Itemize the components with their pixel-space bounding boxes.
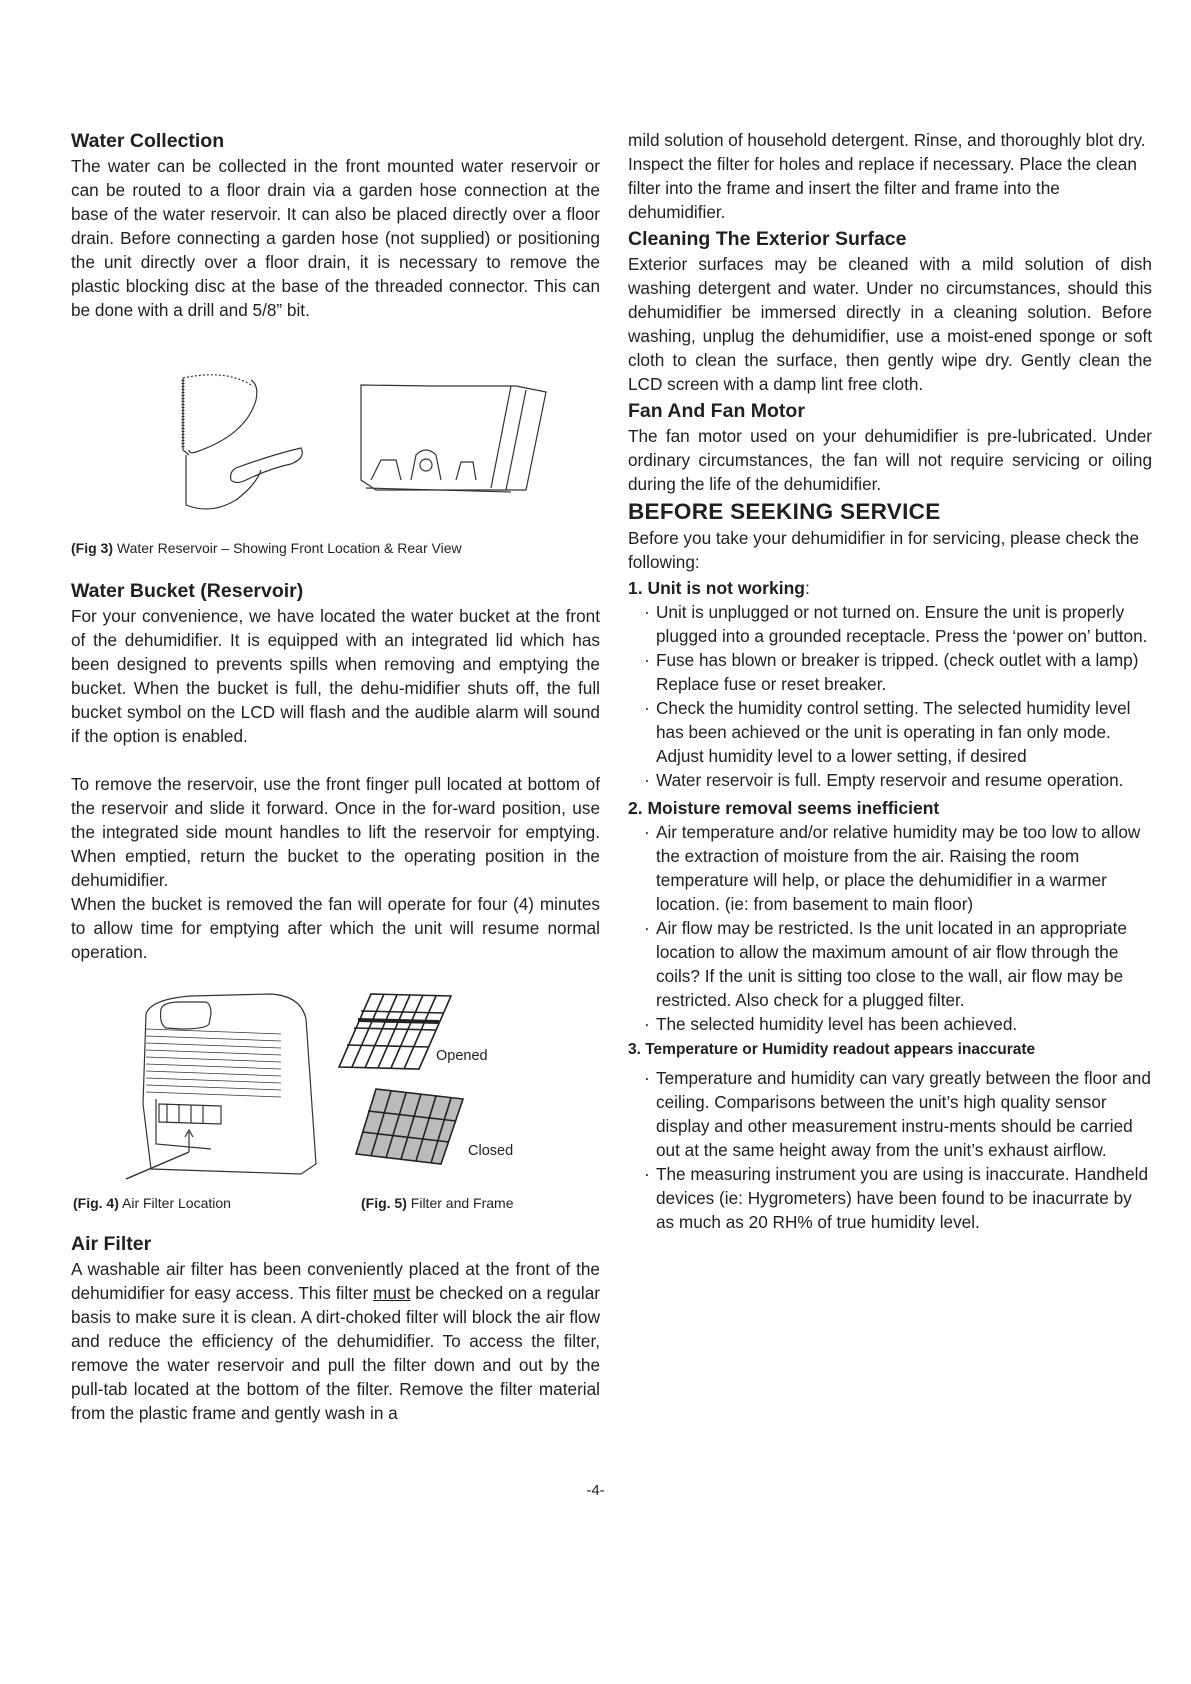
bullet-item: · The selected humidity level has been achieved. xyxy=(646,1012,1152,1036)
fig4-fig5-captions xyxy=(71,1191,600,1213)
bullet-item: · Air temperature and/or relative humidity may be too low to allow the extraction of moisture from the air. Raising the room temperature will help, or place the dehumidifier in a warmer location. (ie: from basement to main floor) xyxy=(646,820,1152,916)
bullet-item: · Temperature and humidity can vary greatly between the floor and ceiling. Comparisons between the unit’s high quality sensor display and other measurement instru-ments should be carried out at the same height away from the unit’s exhaust airflow. xyxy=(646,1066,1152,1162)
service-item-bullets xyxy=(628,1066,1152,1234)
fan-heading: Fan And Fan Motor xyxy=(628,400,805,422)
fig5-label: (Fig. 5) xyxy=(361,1195,407,1211)
service-item-heading-suffix: : xyxy=(804,578,810,598)
fig3-caption-text: Water Reservoir – Showing Front Location & Rear View xyxy=(113,540,462,556)
service-item-heading: 3. Temperature or Humidity readout appears inaccurate xyxy=(628,1041,1036,1058)
air-filter-body xyxy=(71,1257,600,1425)
service-item-heading: 2. Moisture removal seems inefficient xyxy=(628,798,940,818)
fan-body: The fan motor used on your dehumidifier is pre-lubricated. Under ordinary circumstances, the fan will not require servicing or oiling during the life of the dehumidifier. xyxy=(628,426,1152,494)
filter-frame-opened-drawing xyxy=(339,994,451,1069)
air-filter-body-a: A washable air filter has been conveniently placed at the front of the dehumidifier for easy access. This filter xyxy=(71,1259,600,1303)
service-item-2 xyxy=(628,796,1152,1036)
air-filter-drawings xyxy=(71,974,600,1189)
fig4-caption xyxy=(73,1191,231,1215)
fig4-caption-text: Air Filter Location xyxy=(118,1195,231,1211)
fig3-illustration xyxy=(71,340,600,530)
right-column xyxy=(628,128,1152,1234)
fig3-caption xyxy=(71,536,600,560)
air-filter-heading: Air Filter xyxy=(71,1233,152,1255)
bullet-item: · Air flow may be restricted. Is the unit located in an appropriate location to allow the maximum amount of air flow through the coils? If the unit is sitting too close to the wall, air flow may be restricted. Also check for a plugged filter. xyxy=(646,916,1152,1012)
service-item-heading xyxy=(628,576,1152,600)
water-bucket-heading: Water Bucket (Reservoir) xyxy=(71,580,304,602)
service-item-3 xyxy=(628,1038,1152,1234)
bullet-item: · Unit is unplugged or not turned on. Ensure the unit is properly plugged into a grounded receptacle. Press the ‘power on’ button. xyxy=(646,600,1152,648)
water-collection-heading: Water Collection xyxy=(71,130,225,152)
fig4-fig5-illustrations xyxy=(71,974,600,1189)
bullet-item: · Fuse has blown or breaker is tripped. (check outlet with a lamp) Replace fuse or reset breaker. xyxy=(646,648,1152,696)
service-item-bullets xyxy=(628,600,1152,792)
service-item-bullets xyxy=(628,820,1152,1036)
service-intro: Before you take your dehumidifier in for servicing, please check the following: xyxy=(628,528,1140,572)
water-collection-body: The water can be collected in the front mounted water reservoir or can be routed to a floor drain via a garden hose connection at the base of the water reservoir. It can also be placed directly over a floor drain. Before connecting a garden hose (not supplied) or positioning the unit directly over a floor drain, it is necessary to remove the plastic blocking disc at the base of the threaded connector. This can be done with a drill and 5/8” bit. xyxy=(71,156,600,320)
service-heading: BEFORE SEEKING SERVICE xyxy=(628,499,941,524)
water-bucket-p1: For your convenience, we have located the water bucket at the front of the dehumidifier. It is equipped with an integrated lid which has been designed to prevents spills when removing and emptying the bucket. When the bucket is full, the dehu-midifier shuts off, the full bucket symbol on the LCD will flash and the audible alarm will sound if the option is enabled. xyxy=(71,606,600,746)
air-filter-body-b: be checked on a regular basis to make sure it is clean. A dirt-choked filter will block the air flow and reduce the efficiency of the dehumidifier. To access the filter, remove the water reservoir and pull the filter down and out by the pull-tab located at the bottom of the filter. Remove the filter material from the plastic frame and gently wash in a xyxy=(71,1283,600,1423)
bullet-item: · Water reservoir is full. Empty reservoir and resume operation. xyxy=(646,768,1152,792)
service-item-heading-text: 1. Unit is not working xyxy=(628,578,805,598)
dehumidifier-drawing xyxy=(126,994,316,1179)
air-filter-must: must xyxy=(373,1283,411,1303)
filter-continued-text: mild solution of household detergent. Rinse, and thoroughly blot dry. Inspect the filter for holes and replace if necessary. Place the clean filter into the frame and insert the filter and frame into the dehumidifier. xyxy=(628,130,1146,222)
fig5-caption-text: Filter and Frame xyxy=(406,1195,514,1211)
water-bucket-p3: When the bucket is removed the fan will operate for four (4) minutes to allow time for emptying after which the unit will resume normal operation. xyxy=(71,894,600,962)
water-reservoir-drawing xyxy=(71,340,600,530)
page-number: -4- xyxy=(586,1482,605,1499)
fig5-closed-label: Closed xyxy=(468,1143,514,1159)
left-column xyxy=(71,128,600,1425)
service-item-1 xyxy=(628,576,1152,792)
cleaning-heading: Cleaning The Exterior Surface xyxy=(628,228,907,250)
cleaning-body: Exterior surfaces may be cleaned with a mild solution of dish washing detergent and water. Under no circumstances, should this dehumidifier be immersed directly in a cleaning solution. Before washing, unplug the dehumidifier, use a moist-ened sponge or soft cloth to clean the surface, then gently wipe dry. Gently clean the LCD screen with a damp lint free cloth. xyxy=(628,254,1152,394)
bullet-item: · Check the humidity control setting. The selected humidity level has been achieved or the unit is operating in fan only mode. Adjust humidity level to a lower setting, if desired xyxy=(646,696,1152,768)
fig3-label: (Fig 3) xyxy=(71,540,113,556)
bullet-item: · The measuring instrument you are using is inaccurate. Handheld devices (ie: Hygrometers) have been found to be inacurrate by as much as 20 RH% of true humidity level. xyxy=(646,1162,1152,1234)
fig4-label: (Fig. 4) xyxy=(73,1195,119,1211)
fig5-caption xyxy=(361,1191,513,1215)
water-bucket-p2: To remove the reservoir, use the front finger pull located at bottom of the reservoir and slide it forward. Once in the for-ward position, use the integrated side mount handles to lift the reservoir for emptying. When emptied, return the bucket to the operating position in the dehumidifier. xyxy=(71,774,600,890)
fig5-opened-label: Opened xyxy=(436,1048,488,1064)
filter-frame-closed-drawing xyxy=(356,1089,463,1164)
